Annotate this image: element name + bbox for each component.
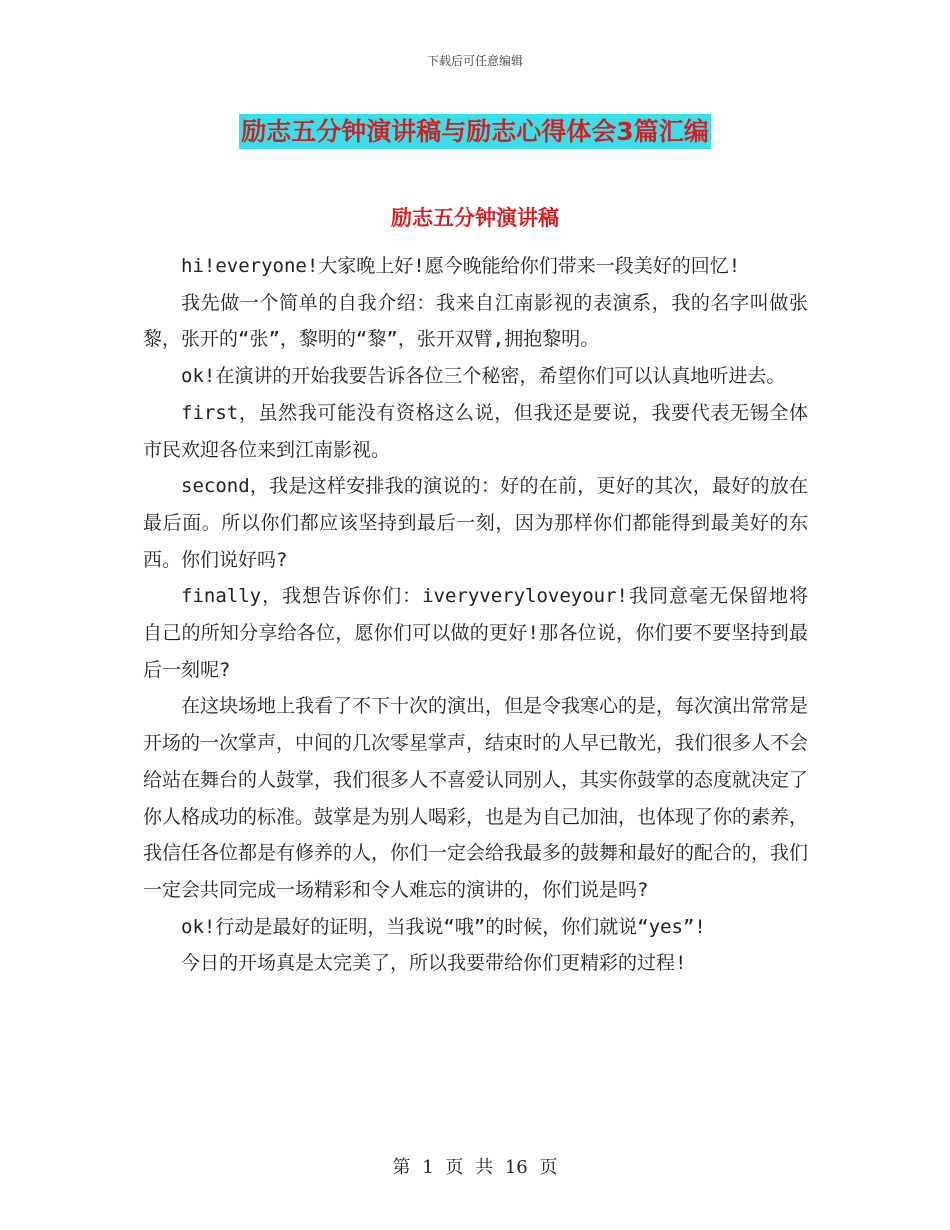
paragraph: first，虽然我可能没有资格这么说，但我还是要说，我要代表无锡全体市民欢迎各位来到江南影视。	[143, 401, 808, 461]
document-body	[143, 248, 808, 982]
paragraph: ok!行动是最好的证明，当我说“哦”的时候，你们就说“yes”!	[181, 915, 706, 938]
page-footer: 第 1 页 共 16 页	[392, 1157, 558, 1178]
paragraph: finally，我想告诉你们：iveryveryloveyour!我同意毫无保留地将自己的所知分享给各位，愿你们可以做的更好!那各位说，你们要不要坚持到最后一刻呢?	[143, 585, 808, 681]
section-title: 励志五分钟演讲稿	[391, 206, 559, 230]
paragraph: second，我是这样安排我的演说的：好的在前，更好的其次，最好的放在最后面。所以你们都应该坚持到最后一刻，因为那样你们都能得到最美好的东西。你们说好吗?	[143, 475, 808, 571]
paragraph: hi!everyone!大家晚上好!愿今晚能给你们带来一段美好的回忆!	[181, 255, 741, 277]
document-title	[0, 112, 950, 148]
document-title-text: 励志五分钟演讲稿与励志心得体会3篇汇编	[239, 114, 710, 149]
paragraph: ok!在演讲的开始我要告诉各位三个秘密，希望你们可以认真地听进去。	[181, 365, 786, 388]
paragraph: 我先做一个简单的自我介绍：我来自江南影视的表演系，我的名字叫做张黎，张开的“张”，黎明的“黎”，张开双臂,拥抱黎明。	[143, 291, 808, 351]
paragraph: 今日的开场真是太完美了，所以我要带给你们更精彩的过程!	[181, 952, 687, 975]
page-header-note: 下载后可任意编辑	[426, 54, 523, 68]
paragraph: 在这块场地上我看了不下十次的演出，但是令我寒心的是，每次演出常常是开场的一次掌声，中间的几次零星掌声，结束时的人早已散光，我们很多人不会给站在舞台的人鼓掌，我们很多人不喜爱认同别人，其实你鼓掌的态度就决定了你人格成功的标准。鼓掌是为别人喝彩，也是为自己加油，也体现了你的素养，我信任各位都是有修养的人，你们一定会给我最多的鼓舞和最好的配合的，我们一定会共同完成一场精彩和令人难忘的演讲的，你们说是吗?	[143, 695, 809, 901]
